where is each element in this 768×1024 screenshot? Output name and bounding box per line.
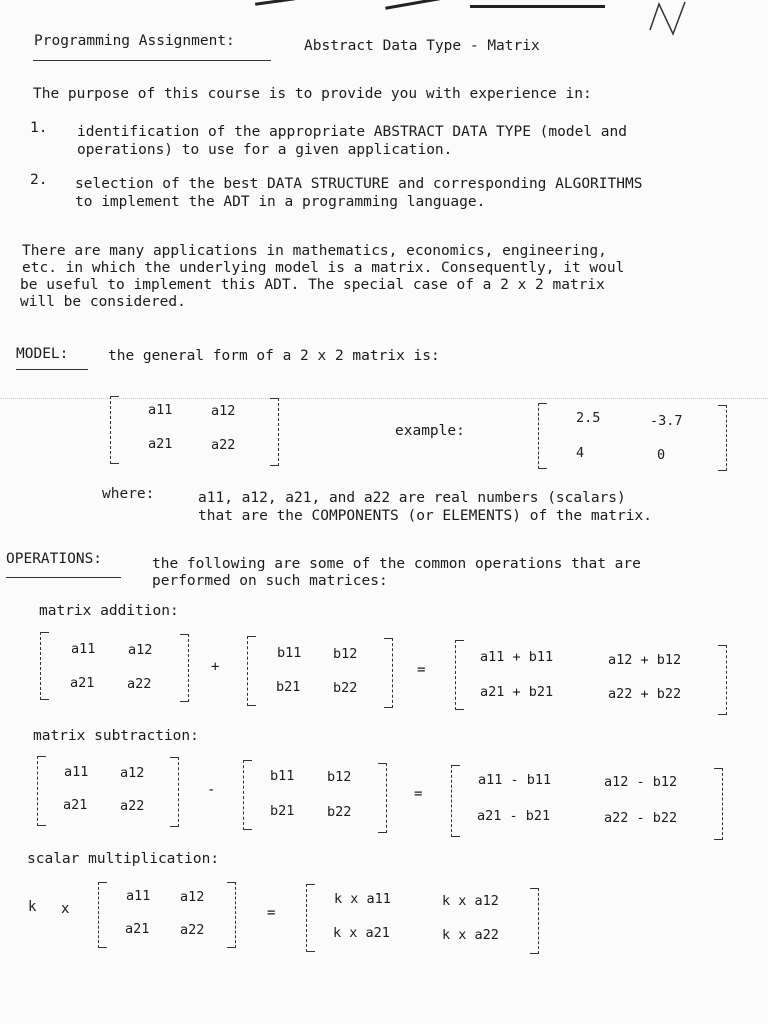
addition-result-element: a12 + b12 xyxy=(608,652,682,668)
equals-sign: = xyxy=(417,662,426,678)
subtraction-a-element: a22 xyxy=(120,798,145,814)
paragraph-line: be useful to implement this ADT. The special case of a 2 x 2 matrix xyxy=(20,277,605,293)
matrix-bracket-right xyxy=(270,398,279,466)
scalar-a-element: a22 xyxy=(180,922,205,938)
matrix-element: a12 xyxy=(211,403,236,419)
where-text: that are the COMPONENTS (or ELEMENTS) of the matrix. xyxy=(198,508,652,524)
scalar-result-element: k x a22 xyxy=(442,927,499,943)
where-text: a11, a12, a21, and a22 are real numbers (scalars) xyxy=(198,490,626,506)
example-label: example: xyxy=(395,423,465,439)
subtraction-b-element: b12 xyxy=(327,769,352,785)
subtraction-r-bracket-left xyxy=(451,765,460,837)
subtraction-b-element: b21 xyxy=(270,803,295,819)
matrix-element: a22 xyxy=(211,437,236,453)
scalar-a-element: a12 xyxy=(180,889,205,905)
handwritten-scrawl xyxy=(255,0,295,6)
plus-operator: + xyxy=(211,659,220,675)
assignment-label: Programming Assignment: xyxy=(34,33,235,49)
addition-b-element: b22 xyxy=(333,680,358,696)
subtraction-b-element: b11 xyxy=(270,768,295,784)
example-bracket-right xyxy=(718,405,727,471)
addition-b-bracket-right xyxy=(384,638,393,708)
scalar-r-bracket-right xyxy=(530,888,539,954)
subtraction-b-bracket-left xyxy=(243,760,252,830)
scalar-result-element: k x a12 xyxy=(442,893,499,909)
header-underline xyxy=(33,60,271,61)
example-element: 4 xyxy=(576,445,585,461)
addition-result-element: a22 + b22 xyxy=(608,686,682,702)
subtraction-a-bracket-left xyxy=(37,756,46,826)
item-number: 1. xyxy=(30,120,48,136)
handwritten-mark xyxy=(645,0,705,45)
scalar-k: k xyxy=(28,899,37,915)
model-text: the general form of a 2 x 2 matrix is: xyxy=(108,348,440,364)
paragraph-line: etc. in which the underlying model is a matrix. Consequently, it woul xyxy=(22,260,625,276)
scalar-r-bracket-left xyxy=(306,884,315,952)
scalar-result-element: k x a21 xyxy=(333,925,390,941)
minus-operator: - xyxy=(207,782,216,798)
addition-b-bracket-left xyxy=(247,636,256,706)
subtraction-b-element: b22 xyxy=(327,804,352,820)
addition-r-bracket-right xyxy=(718,645,727,715)
paragraph-line: There are many applications in mathematics, economics, engineering, xyxy=(22,243,607,259)
addition-r-bracket-left xyxy=(455,640,464,710)
subtraction-r-bracket-right xyxy=(714,768,723,840)
matrix-element: a21 xyxy=(148,436,173,452)
model-label: MODEL: xyxy=(16,346,69,362)
item-text: operations) to use for a given application. xyxy=(77,142,453,158)
example-element: -3.7 xyxy=(650,413,683,429)
addition-a-element: a22 xyxy=(127,676,152,692)
scalar-a-element: a21 xyxy=(125,921,150,937)
item-text: to implement the ADT in a programming language. xyxy=(75,194,486,210)
handwritten-scrawl xyxy=(470,5,605,8)
scalar-a-bracket-right xyxy=(227,882,236,948)
item-text: identification of the appropriate ABSTRACT DATA TYPE (model and xyxy=(77,124,627,140)
equals-sign: = xyxy=(414,786,423,802)
item-number: 2. xyxy=(30,172,48,188)
times-operator: x xyxy=(61,901,70,917)
example-element: 0 xyxy=(657,447,666,463)
addition-a-element: a11 xyxy=(71,641,96,657)
operations-underline xyxy=(6,577,121,578)
matrix-bracket-left xyxy=(110,396,119,464)
addition-a-element: a12 xyxy=(128,642,153,658)
operations-text: performed on such matrices: xyxy=(152,573,388,589)
addition-a-bracket-left xyxy=(40,632,49,700)
scalar-a-element: a11 xyxy=(126,888,151,904)
scalar-title: scalar multiplication: xyxy=(27,851,220,867)
addition-b-element: b11 xyxy=(277,645,302,661)
subtraction-a-bracket-right xyxy=(170,757,179,827)
scalar-result-element: k x a11 xyxy=(334,891,391,907)
addition-title: matrix addition: xyxy=(39,603,179,619)
paragraph-line: will be considered. xyxy=(20,294,186,310)
example-bracket-left xyxy=(538,403,547,469)
assignment-title: Abstract Data Type - Matrix xyxy=(304,38,540,54)
subtraction-title: matrix subtraction: xyxy=(33,728,199,744)
where-label: where: xyxy=(102,486,155,502)
subtraction-result-element: a21 - b21 xyxy=(477,808,551,824)
addition-result-element: a11 + b11 xyxy=(480,649,554,665)
matrix-element: a11 xyxy=(148,402,173,418)
handwritten-scrawl xyxy=(385,0,440,10)
subtraction-a-element: a21 xyxy=(63,797,88,813)
subtraction-result-element: a11 - b11 xyxy=(478,772,552,788)
addition-b-element: b12 xyxy=(333,646,358,662)
addition-a-element: a21 xyxy=(70,675,95,691)
subtraction-a-element: a11 xyxy=(64,764,89,780)
intro-lead: The purpose of this course is to provide you with experience in: xyxy=(33,86,592,102)
addition-result-element: a21 + b21 xyxy=(480,684,554,700)
operations-text: the following are some of the common operations that are xyxy=(152,556,641,572)
scalar-a-bracket-left xyxy=(98,882,107,948)
addition-a-bracket-right xyxy=(180,634,189,702)
operations-label: OPERATIONS: xyxy=(6,551,103,567)
subtraction-a-element: a12 xyxy=(120,765,145,781)
addition-b-element: b21 xyxy=(276,679,301,695)
example-element: 2.5 xyxy=(576,410,601,426)
subtraction-b-bracket-right xyxy=(378,763,387,833)
model-underline xyxy=(16,369,88,370)
subtraction-result-element: a12 - b12 xyxy=(604,774,678,790)
subtraction-result-element: a22 - b22 xyxy=(604,810,678,826)
item-text: selection of the best DATA STRUCTURE and corresponding ALGORITHMS xyxy=(75,176,643,192)
equals-sign: = xyxy=(267,905,276,921)
